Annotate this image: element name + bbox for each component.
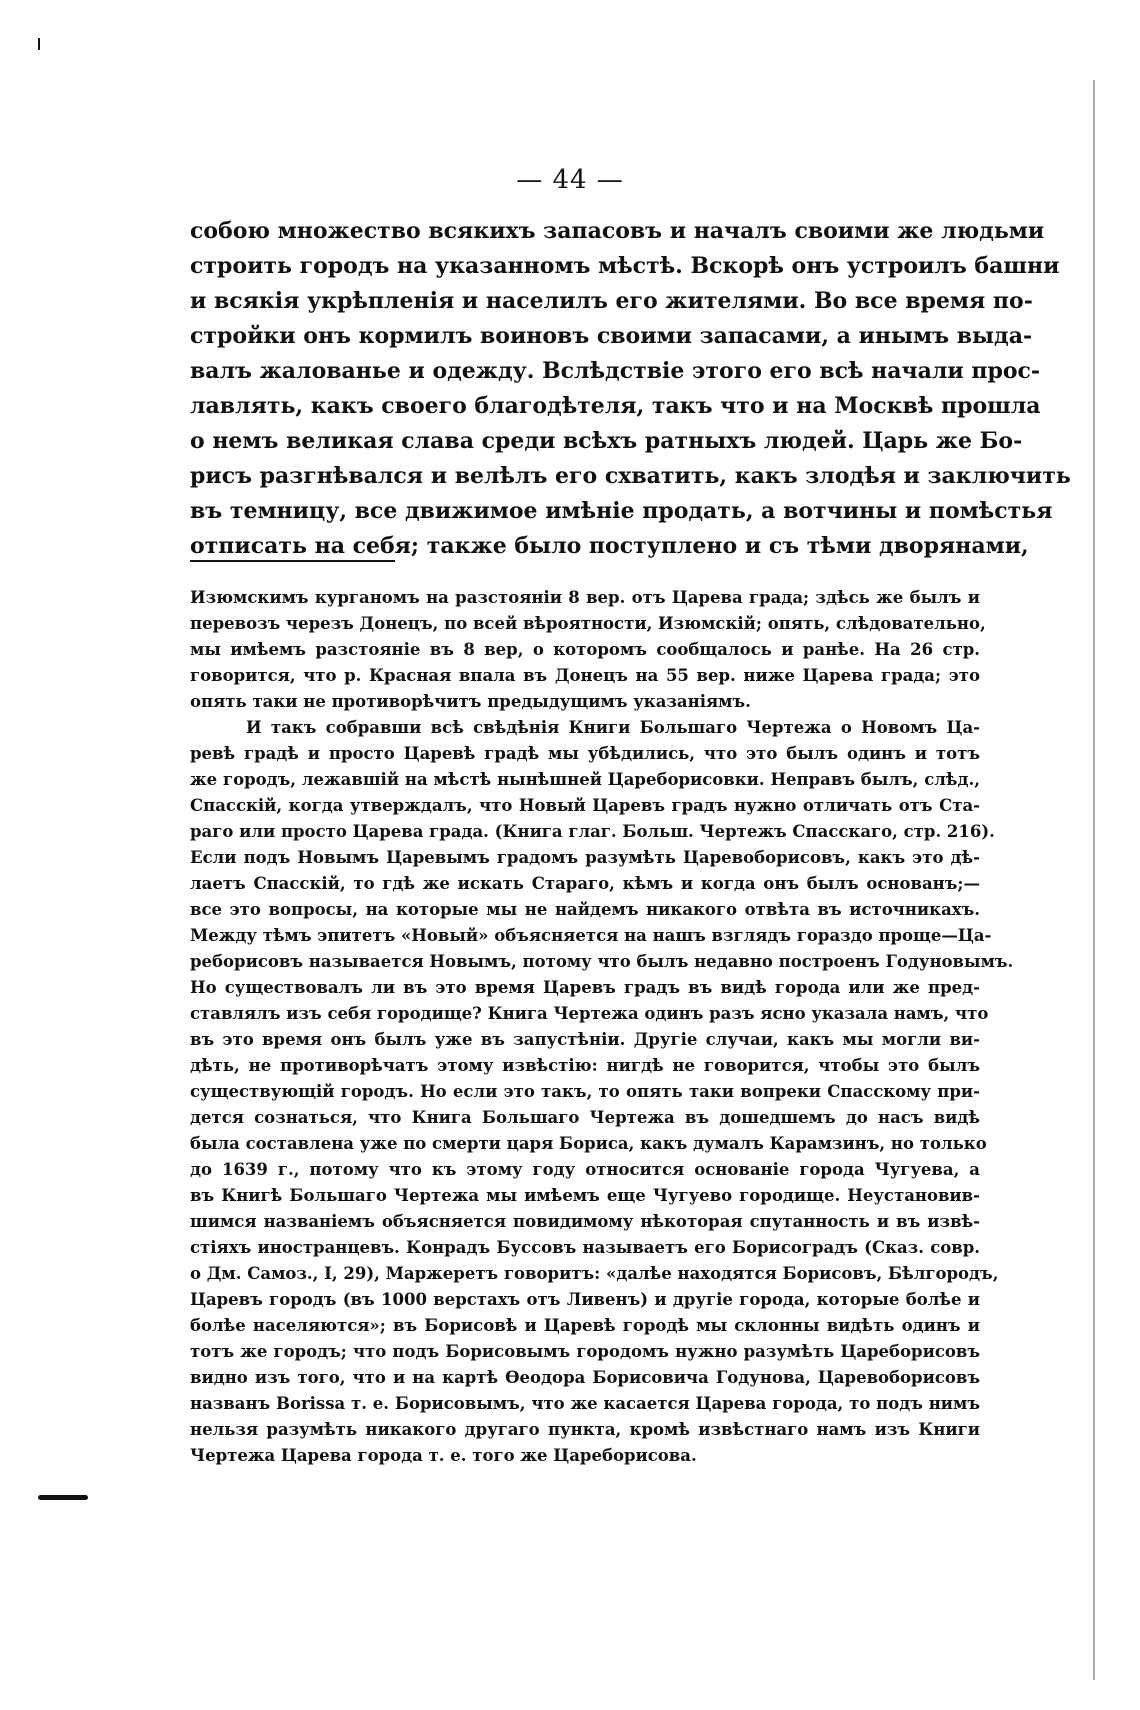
footnote-line: тотъ же городъ; что подъ Борисовымъ городомъ нужно разумѣть Цареборисовъ bbox=[190, 1342, 980, 1361]
footnote-line: Чертежа Царева города т. е. того же Цареборисова. bbox=[190, 1446, 697, 1465]
text-line: валъ жалованье и одежду. Вслѣдствіе этого его всѣ начали прос- bbox=[190, 358, 1041, 384]
footnote-line: Царевъ городъ (въ 1000 верстахъ отъ Ливенъ) и другіе города, которые болѣе и bbox=[190, 1290, 980, 1309]
text-line: строить городъ на указанномъ мѣстѣ. Вскорѣ онъ устроилъ башни bbox=[190, 253, 1060, 279]
footnote-line: была составлена уже по смерти царя Бориса, какъ думалъ Карамзинъ, но только bbox=[190, 1134, 987, 1153]
footnote-line: раго или просто Царева града. (Книга глаг. Больш. Чертежъ Спасскаго, стр. 216). bbox=[190, 822, 995, 841]
footnote-line: опять таки не противорѣчитъ предыдущимъ указаніямъ. bbox=[190, 692, 751, 711]
footnote-line: говорится, что р. Красная впала въ Донецъ на 55 вер. ниже Царева града; это bbox=[190, 666, 980, 685]
text-line: стройки онъ кормилъ воиновъ своими запасами, а инымъ выда- bbox=[190, 323, 1033, 349]
footnote-line: до 1639 г., потому что къ этому году относится основаніе города Чугуева, а bbox=[190, 1160, 980, 1179]
footnote-line: стіяхъ иностранцевъ. Конрадъ Буссовъ называетъ его Борисоградъ (Сказ. совр. bbox=[190, 1238, 980, 1257]
footnote-line: мы имѣемъ разстояніе въ 8 вер, о которомъ сообщалось и ранѣе. На 26 стр. bbox=[190, 640, 980, 659]
page-number: — 44 — bbox=[516, 165, 624, 195]
footnote-line: перевозъ черезъ Донецъ, по всей вѣроятности, Изюмскій; опять, слѣдовательно, bbox=[190, 614, 986, 633]
footnote-line: о Дм. Самоз., I, 29), Маржеретъ говоритъ: «далѣе находятся Борисовъ, Бѣлгородъ, bbox=[190, 1264, 999, 1283]
footnote-line: въ это время онъ былъ уже въ запустѣніи. Другіе случаи, какъ мы могли ви- bbox=[190, 1030, 980, 1049]
footnote-line: Спасскій, когда утверждалъ, что Новый Царевъ градъ нужно отличать отъ Ста- bbox=[190, 796, 980, 815]
footnote-line: все это вопросы, на которые мы не найдемъ никакого отвѣта въ источникахъ. bbox=[190, 900, 980, 919]
text-line: собою множество всякихъ запасовъ и началъ своими же людьми bbox=[190, 218, 1045, 244]
footnote-line: же городъ, лежавшій на мѣстѣ нынѣшней Цареборисовки. Неправъ былъ, слѣд., bbox=[190, 770, 980, 789]
footnote-line: болѣе населяются»; въ Борисовѣ и Царевѣ городѣ мы склонны видѣть одинъ и bbox=[190, 1316, 980, 1335]
scan-mark-top-left bbox=[38, 38, 40, 50]
scan-mark-right-edge bbox=[1093, 80, 1095, 1680]
footnote-line: Но существовалъ ли въ это время Царевъ градъ въ видѣ города или же пред- bbox=[190, 978, 980, 997]
footnote-line: шимся названіемъ объясняется повидимому нѣкоторая спутанность и въ извѣ- bbox=[190, 1212, 980, 1231]
footnote-line: ставлялъ изъ себя городище? Книга Чертежа одинъ разъ ясно указала намъ, что bbox=[190, 1004, 989, 1023]
footnote-line: Изюмскимъ курганомъ на разстояніи 8 вер. отъ Царева града; здѣсь же былъ и bbox=[190, 588, 980, 607]
text-line: отписать на себя; также было поступлено и съ тѣми дворянами, bbox=[190, 533, 1029, 559]
footnote-line: названъ Borissa т. е. Борисовымъ, что же касается Царева города, то подъ нимъ bbox=[190, 1394, 980, 1413]
footnote-line: дется сознаться, что Книга Большаго Чертежа въ дошедшемъ до насъ видѣ bbox=[190, 1108, 980, 1127]
footnote-line: дѣть, не противорѣчатъ этому извѣстію: нигдѣ не говорится, чтобы это былъ bbox=[190, 1056, 980, 1075]
footnote-line: въ Книгѣ Большаго Чертежа мы имѣемъ еще Чугуево городище. Неустановив- bbox=[190, 1186, 980, 1205]
footnote-line: Между тѣмъ эпитетъ «Новый» объясняется на нашъ взглядъ гораздо проще—Ца- bbox=[190, 926, 992, 945]
text-line: рисъ разгнѣвался и велѣлъ его схватить, какъ злодѣя и заключить bbox=[190, 463, 1071, 489]
footnote-line: И такъ собравши всѣ свѣдѣнія Книги Большаго Чертежа о Новомъ Ца- bbox=[246, 718, 980, 737]
main-text bbox=[190, 214, 1071, 564]
footnote-line: существующій городъ. Но если это такъ, то опять таки вопреки Спасскому при- bbox=[190, 1082, 980, 1101]
footnote-line: лаетъ Спасскій, то гдѣ же искать Стараго, кѣмъ и когда онъ былъ основанъ;— bbox=[190, 874, 980, 893]
footnote-separator bbox=[190, 560, 395, 562]
text-line: о немъ великая слава среди всѣхъ ратныхъ людей. Царь же Бо- bbox=[190, 428, 1023, 454]
footnote-line: Если подъ Новымъ Царевымъ градомъ разумѣть Царевоборисовъ, какъ это дѣ- bbox=[190, 848, 980, 867]
footnote-line: ревѣ градѣ и просто Царевѣ градѣ мы убѣдились, что это былъ одинъ и тотъ bbox=[190, 744, 980, 763]
footnote-block bbox=[190, 585, 1014, 1469]
text-line: лавлять, какъ своего благодѣтеля, такъ что и на Москвѣ прошла bbox=[190, 393, 1041, 419]
footnote-line: видно изъ того, что и на картѣ Ѳеодора Борисовича Годунова, Царевоборисовъ bbox=[190, 1368, 980, 1387]
scan-mark-left-smudge bbox=[38, 1495, 88, 1500]
text-line: въ темницу, все движимое имѣніе продать, а вотчины и помѣстья bbox=[190, 498, 1053, 524]
text-line: и всякія укрѣпленія и населилъ его жителями. Во все время по- bbox=[190, 288, 1033, 314]
footnote-line: нельзя разумѣть никакого другаго пункта, кромѣ извѣстнаго намъ изъ Книги bbox=[190, 1420, 980, 1439]
footnote-line: реборисовъ называется Новымъ, потому что былъ недавно построенъ Годуновымъ. bbox=[190, 952, 1014, 971]
